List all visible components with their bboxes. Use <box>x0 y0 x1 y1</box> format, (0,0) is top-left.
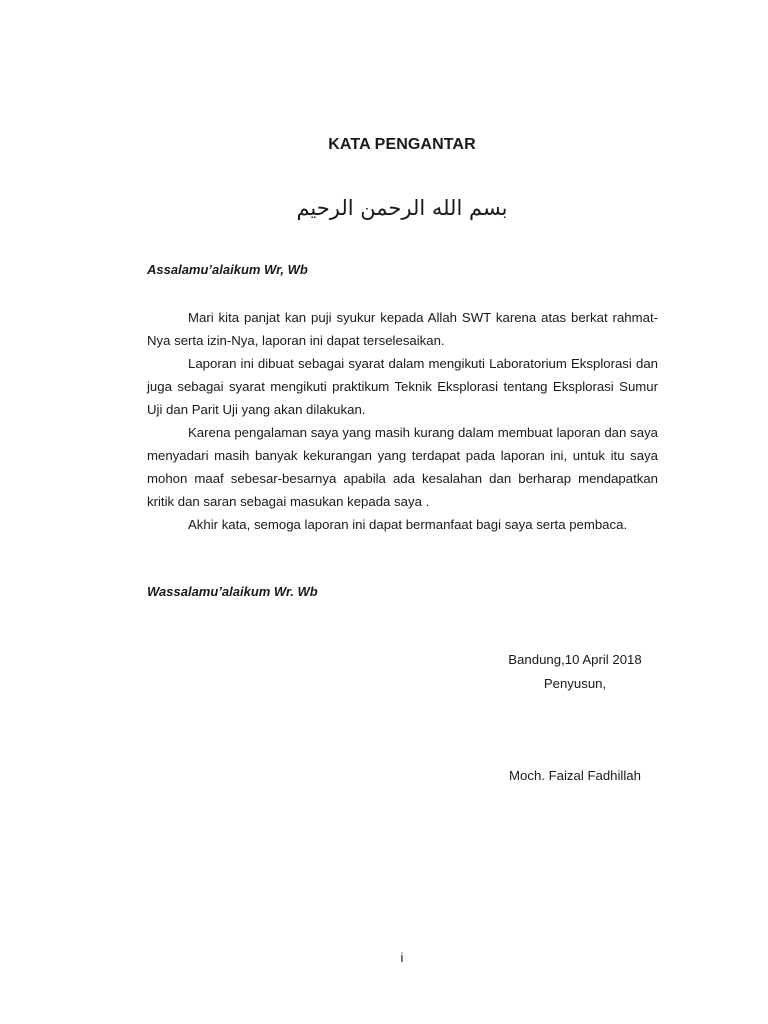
paragraph: Laporan ini dibuat sebagai syarat dalam mengikuti Laboratorium Eksplorasi dan juga sebagai syarat mengikuti praktikum Teknik Eksplorasi tentang Eksplorasi Sumur Uji dan Parit Uji yang akan dilakukan. <box>147 356 658 417</box>
bismillah-text: بسم الله الرحمن الرحيم <box>296 196 508 220</box>
page-number: i <box>400 950 404 965</box>
signature-name: Moch. Faizal Fadhillah <box>509 768 641 783</box>
body-text <box>147 306 658 536</box>
signature-place-date: Bandung,10 April 2018 <box>508 652 642 667</box>
opening-greeting: Assalamu’alaikum Wr, Wb <box>147 262 308 277</box>
page-title: KATA PENGANTAR <box>328 136 476 153</box>
closing-greeting: Wassalamu’alaikum Wr. Wb <box>147 584 318 599</box>
paragraph: Mari kita panjat kan puji syukur kepada Allah SWT karena atas berkat rahmat-Nya serta izin-Nya, laporan ini dapat terselesaikan. <box>147 310 658 348</box>
paragraph: Akhir kata, semoga laporan ini dapat bermanfaat bagi saya serta pembaca. <box>188 517 628 532</box>
paragraph: Karena pengalaman saya yang masih kurang dalam membuat laporan dan saya menyadari masih banyak kekurangan yang terdapat pada laporan ini, untuk itu saya mohon maaf sebesar-besarnya apabila ada kesalahan dan berharap mendapatkan kritik dan saran sebagai masukan kepada saya . <box>147 425 658 509</box>
signature-role: Penyusun, <box>543 676 607 691</box>
